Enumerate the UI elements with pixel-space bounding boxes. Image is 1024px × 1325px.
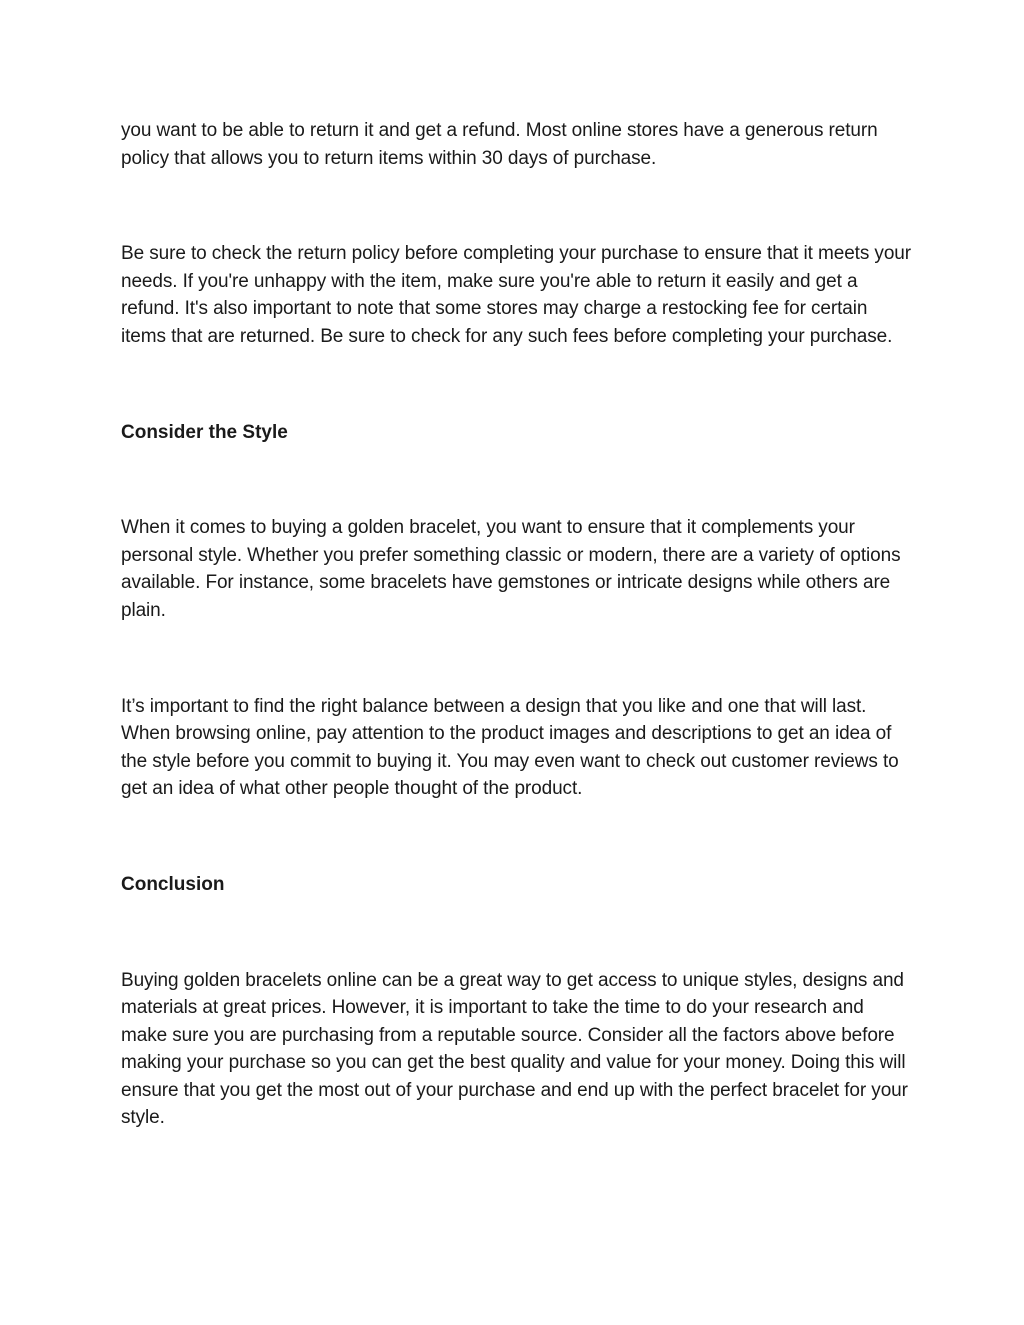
- paragraph-return-policy-check: Be sure to check the return policy before completing your purchase to ensure that it meets your needs. If you're unhappy with the item, make sure you're able to return it easily and get a refund. It's also important to note that some stores may charge a restocking fee for certain items that are returned. Be sure to check for any such fees before completing your purchase.: [121, 243, 911, 347]
- spacer: [121, 803, 911, 871]
- spacer: [121, 351, 911, 419]
- spacer: [121, 899, 911, 967]
- document-page: [121, 117, 911, 1132]
- paragraph-personal-style: When it comes to buying a golden bracelet, you want to ensure that it complements your personal style. Whether you prefer something classic or modern, there are a variety of options available. For instance, some bracelets have gemstones or intricate designs while others are plain.: [121, 517, 901, 621]
- spacer: [121, 446, 911, 514]
- paragraph-conclusion: Buying golden bracelets online can be a great way to get access to unique styles, designs and materials at great prices. However, it is important to take the time to do your research and make sure you are purchasing from a reputable source. Consider all the factors above before making your purchase so you can get the best quality and value for your money. Doing this will ensure that you get the most out of your purchase and end up with the perfect bracelet for your style.: [121, 969, 908, 1129]
- spacer: [121, 625, 911, 693]
- paragraph-design-balance: It’s important to find the right balance between a design that you like and one that will last. When browsing online, pay attention to the product images and descriptions to get an idea of the style before you commit to buying it. You may even want to check out customer reviews to get an idea of what other people thought of the product.: [121, 695, 899, 800]
- heading-conclusion: Conclusion: [121, 873, 225, 895]
- heading-consider-style: Consider the Style: [121, 421, 288, 443]
- spacer: [121, 172, 911, 240]
- paragraph-return-refund: you want to be able to return it and get a refund. Most online stores have a generous return policy that allows you to return items within 30 days of purchase.: [121, 120, 878, 169]
